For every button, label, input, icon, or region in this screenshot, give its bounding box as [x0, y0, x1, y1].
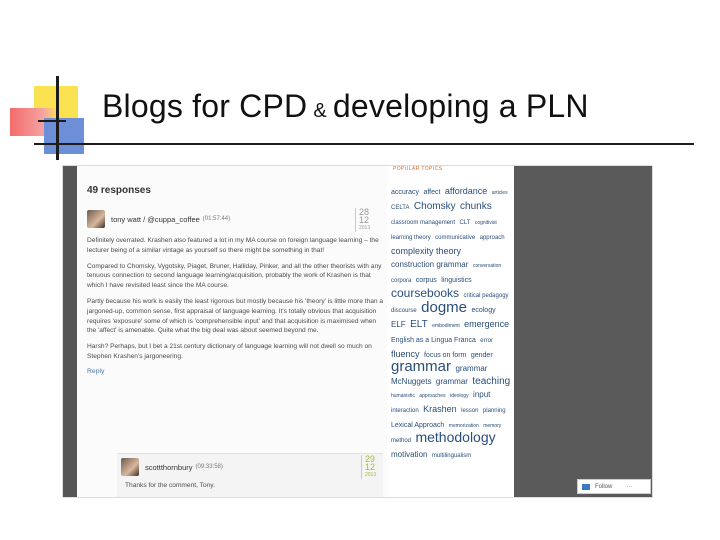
avatar: [121, 458, 139, 476]
title-ampersand: &: [313, 100, 327, 122]
tag-link[interactable]: ecology: [471, 307, 496, 314]
tag-link[interactable]: accuracy: [391, 189, 420, 196]
title-part-1: Blogs for CPD: [102, 88, 308, 124]
tag-link[interactable]: teaching: [472, 376, 511, 387]
comment-paragraph: Harsh? Perhaps, but I bet a 21st century dictionary of language learning will not dwell so much on Stephen Krashen's jargoneering.: [87, 343, 372, 360]
date-month: 12: [359, 215, 370, 225]
tag-link[interactable]: affordance: [444, 186, 488, 196]
tag-link[interactable]: approach: [479, 235, 505, 241]
tag-cloud: [391, 184, 514, 462]
blog-screenshot: [62, 165, 653, 498]
date-year: 2013: [365, 472, 377, 478]
comment-header: [87, 208, 387, 230]
tag-link[interactable]: planning: [482, 408, 506, 414]
tag-link[interactable]: multilingualism: [431, 453, 472, 459]
avatar: [87, 210, 105, 228]
tag-link[interactable]: conversation: [472, 263, 502, 269]
tag-link[interactable]: Krashen: [423, 404, 457, 414]
decor-vertical-line: [56, 76, 59, 160]
tag-link[interactable]: Lexical Approach: [391, 422, 445, 429]
gray-panel: [514, 166, 653, 498]
tag-link[interactable]: Chomsky: [413, 201, 456, 212]
follow-widget: [513, 476, 653, 496]
tag-link[interactable]: grammar: [455, 364, 488, 373]
tag-link[interactable]: input: [473, 390, 491, 399]
tag-link[interactable]: English as a Lingua Franca: [391, 337, 476, 344]
tag-link[interactable]: humanistic: [391, 393, 415, 399]
follow-button[interactable]: [577, 479, 651, 494]
tag-link[interactable]: dogme: [421, 299, 468, 316]
date-month: 12: [365, 462, 376, 472]
date-day: 29: [365, 454, 376, 464]
tag-link[interactable]: methodology: [415, 429, 496, 445]
popular-topics-header: POPULAR TOPICS: [393, 166, 443, 172]
tag-link[interactable]: CELTA: [391, 205, 410, 211]
tag-link[interactable]: communicative: [435, 235, 476, 241]
slide-title: [102, 88, 589, 125]
comment-body: [87, 236, 387, 362]
decor-short-line: [38, 120, 66, 122]
tag-link[interactable]: critical pedagogy: [463, 293, 509, 299]
responses-count: 49 responses: [87, 185, 151, 196]
comment-date: [355, 208, 373, 232]
tag-link[interactable]: coursebooks: [391, 286, 460, 300]
tag-link[interactable]: fluency: [391, 349, 420, 359]
comment-paragraph: Thanks for the comment, Tony.: [125, 482, 215, 489]
tag-link[interactable]: grammar: [391, 358, 452, 375]
tag-link[interactable]: lesson: [461, 408, 479, 414]
tag-link[interactable]: construction grammar: [391, 260, 469, 269]
tag-link[interactable]: CLT: [459, 220, 471, 226]
comment-2: [117, 453, 383, 497]
tag-link[interactable]: classroom management: [391, 220, 456, 226]
tag-link[interactable]: ELT: [410, 319, 428, 330]
comment-time: (01:57:44): [202, 216, 231, 222]
left-dark-strip: [63, 166, 77, 498]
tag-link[interactable]: ELF: [391, 320, 406, 329]
comment-body: [125, 481, 383, 491]
tag-link[interactable]: embodiment: [432, 323, 460, 329]
tag-link[interactable]: corpus: [415, 277, 437, 284]
tag-link[interactable]: ideology: [449, 393, 469, 399]
more-icon[interactable]: ···: [626, 483, 633, 490]
comment-author[interactable]: scottthornbury: [145, 462, 193, 472]
decor-blue-square: [44, 118, 84, 154]
comment-paragraph: Partly because his work is easily the least rigorous but mostly because his 'theory' is little more than a jargoned-up, common sense, first appraisal of language learning. It's totally obvious that acquisition requires 'exposure' some of which is 'comprehensible input' and that acquisition is maximised when the 'affect' is amenable. Quite what the big deal was about seemed beyond me.: [87, 297, 384, 335]
tag-link[interactable]: focus on form: [423, 352, 467, 359]
tag-link[interactable]: chunks: [460, 201, 492, 212]
comment-1: [87, 208, 387, 448]
tag-link[interactable]: affect: [423, 189, 441, 196]
tag-link[interactable]: interaction: [391, 408, 419, 414]
tag-link[interactable]: McNuggets: [391, 377, 432, 386]
follow-label: Follow: [595, 483, 613, 490]
tag-link[interactable]: gender: [470, 352, 493, 359]
comment-paragraph: Definitely overrated. Krashen also featured a lot in my MA course on foreign language learning – the lecturer being of a similar vintage as yourself so there might be something in that!: [87, 237, 379, 254]
date-day: 28: [359, 207, 370, 217]
comment-author[interactable]: tony watt / @cuppa_coffee: [111, 214, 200, 224]
tag-link[interactable]: learning theory: [391, 235, 431, 241]
title-part-2: developing a PLN: [332, 88, 589, 124]
tag-link[interactable]: emergence: [464, 319, 510, 329]
tag-link[interactable]: memory: [483, 423, 502, 429]
follow-icon: [582, 484, 590, 490]
tag-link[interactable]: corpora: [391, 278, 412, 284]
tag-link[interactable]: cognitivist: [474, 220, 497, 226]
reply-link[interactable]: Reply: [87, 367, 105, 375]
tag-link[interactable]: articles: [491, 190, 508, 196]
tag-link[interactable]: motivation: [391, 450, 428, 459]
tag-link[interactable]: linguistics: [441, 277, 472, 284]
comment-date: [361, 455, 379, 479]
tag-link[interactable]: grammar: [435, 377, 468, 386]
comment-paragraph: Compared to Chomsky, Vygotsky, Piaget, Bruner, Halliday, Pinker, and all the other theorists with any tenuous connection to second language learning/acquisition, probably the work of Krashen is that which I have revisited least since the MA course.: [87, 262, 382, 290]
tag-link[interactable]: method: [391, 438, 412, 444]
tag-link[interactable]: complexity theory: [391, 246, 462, 256]
tag-link[interactable]: discourse: [391, 308, 417, 314]
date-year: 2013: [359, 225, 371, 231]
comment-time: (09:33:58): [195, 464, 223, 470]
tag-link[interactable]: memorization: [448, 423, 479, 429]
title-underline: [34, 143, 694, 145]
tag-link[interactable]: approaches: [419, 393, 446, 399]
sidebar: [387, 166, 514, 498]
tag-link[interactable]: error: [480, 338, 493, 344]
comment-header: [117, 456, 383, 478]
